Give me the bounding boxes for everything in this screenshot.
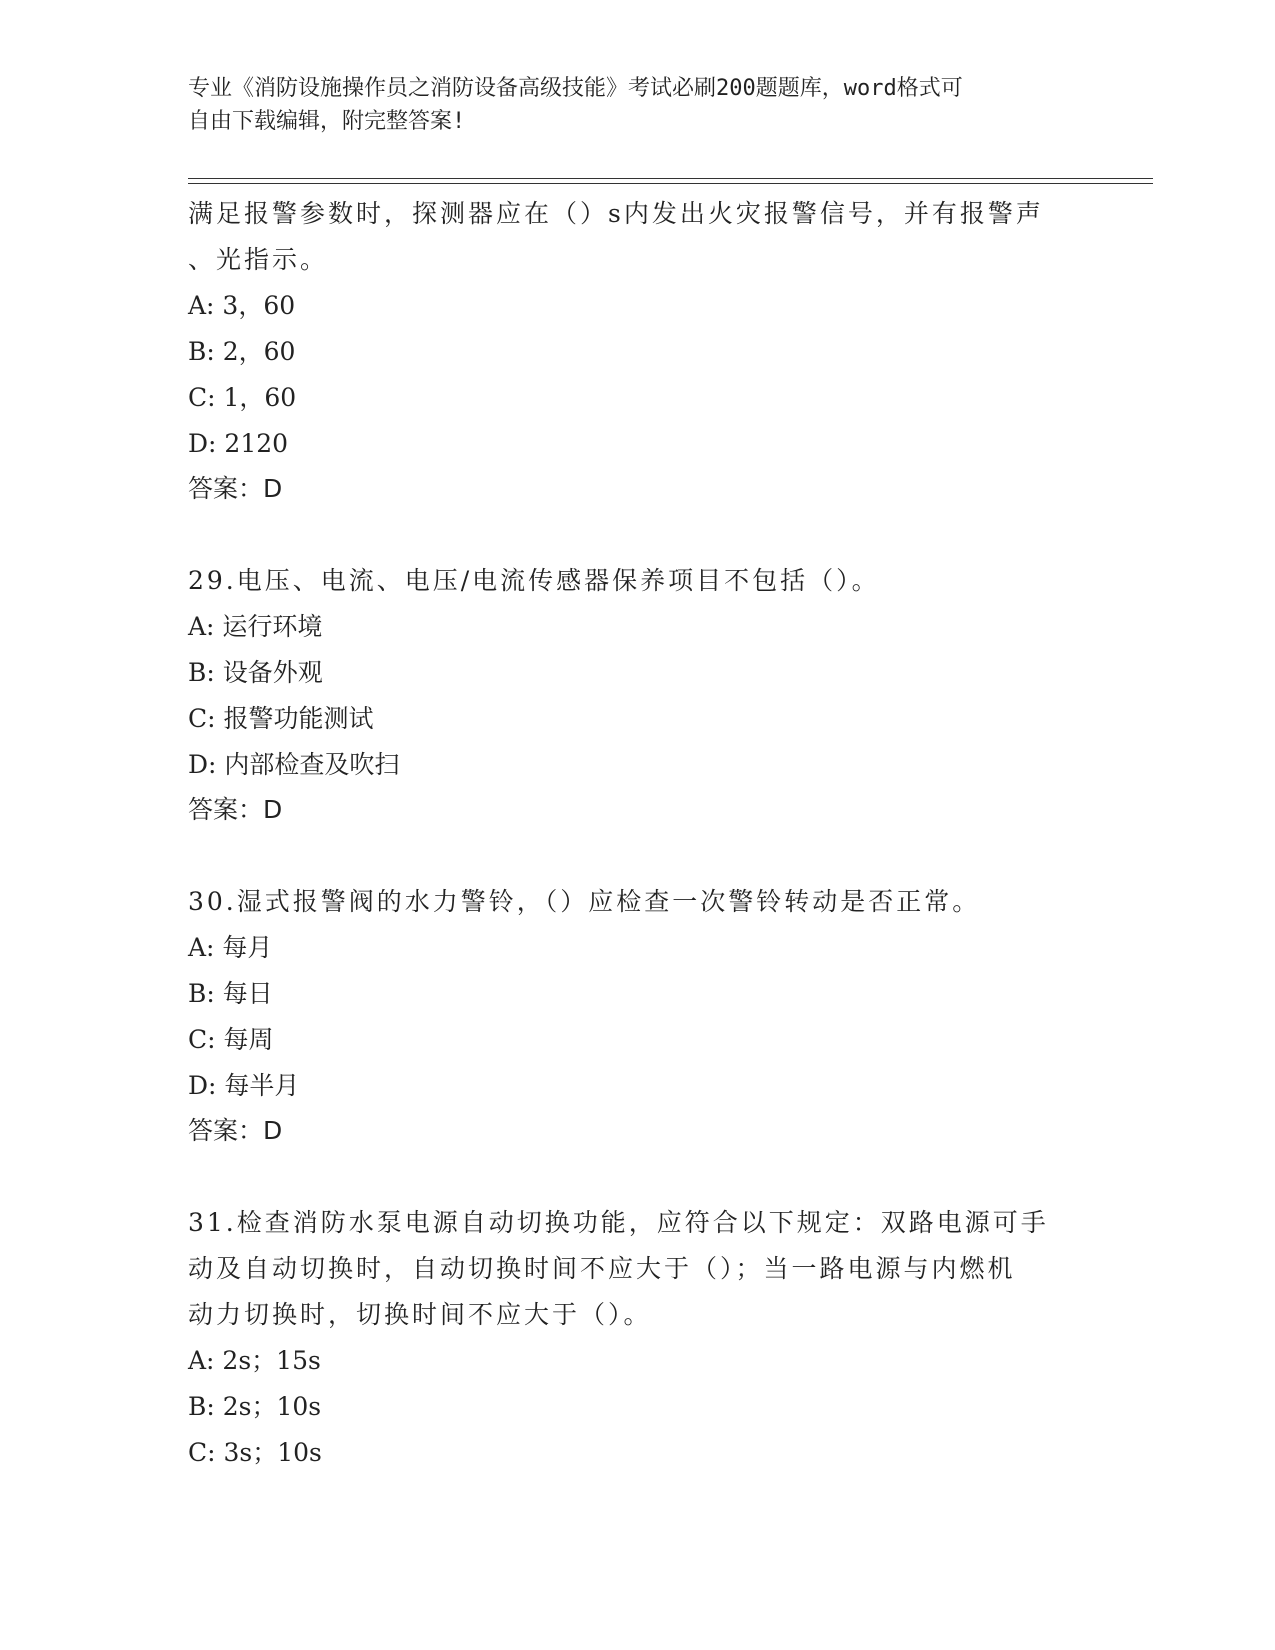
option-d: D: 2120	[188, 429, 289, 458]
option-a: A: 3，60	[188, 291, 296, 320]
answer-line: 答案：D	[188, 474, 283, 503]
header-line-2: 自由下载编辑，附完整答案!	[188, 109, 466, 134]
option-b: B: 每日	[188, 979, 273, 1008]
question-stem-line: 29.电压、电流、电压/电流传感器保养项目不包括（）。	[188, 566, 880, 595]
question-28	[188, 191, 1088, 511]
question-stem-line: 31.检查消防水泵电源自动切换功能，应符合以下规定：双路电源可手	[188, 1208, 1049, 1237]
spacer	[188, 832, 1088, 879]
option-b: B: 2s；10s	[188, 1392, 322, 1421]
header-divider-top	[188, 178, 1153, 179]
answer-line: 答案：D	[188, 1116, 283, 1145]
spacer	[188, 511, 1088, 558]
answer-line: 答案：D	[188, 795, 283, 824]
question-stem-line: 动及自动切换时，自动切换时间不应大于（）；当一路电源与内燃机	[188, 1254, 1016, 1283]
option-b: B: 2，60	[188, 337, 296, 366]
option-c: C: 报警功能测试	[188, 704, 374, 733]
question-30	[188, 879, 1088, 1153]
option-a: A: 2s；15s	[188, 1346, 321, 1375]
question-stem-line: 30.湿式报警阀的水力警铃，（）应检查一次警铃转动是否正常。	[188, 887, 981, 916]
question-stem-line: 满足报警参数时，探测器应在（）s内发出火灾报警信号，并有报警声	[188, 199, 1044, 228]
option-b: B: 设备外观	[188, 658, 323, 687]
question-stem-line: 、光指示。	[188, 245, 329, 274]
spacer	[188, 1153, 1088, 1200]
option-c: C: 3s；10s	[188, 1438, 322, 1467]
option-a: A: 运行环境	[188, 612, 323, 641]
header-line-1: 专业《消防设施操作员之消防设备高级技能》考试必刷200题题库，word格式可	[188, 76, 963, 101]
question-stem-line: 动力切换时，切换时间不应大于（）。	[188, 1300, 652, 1329]
option-c: C: 每周	[188, 1025, 274, 1054]
option-d: D: 内部检查及吹扫	[188, 750, 400, 779]
option-d: D: 每半月	[188, 1071, 300, 1100]
question-31	[188, 1200, 1088, 1476]
option-a: A: 每月	[188, 933, 273, 962]
header-divider-bottom	[188, 183, 1153, 184]
option-c: C: 1，60	[188, 383, 297, 412]
question-29	[188, 558, 1088, 832]
question-list	[188, 191, 1088, 1476]
document-header	[188, 72, 1088, 138]
